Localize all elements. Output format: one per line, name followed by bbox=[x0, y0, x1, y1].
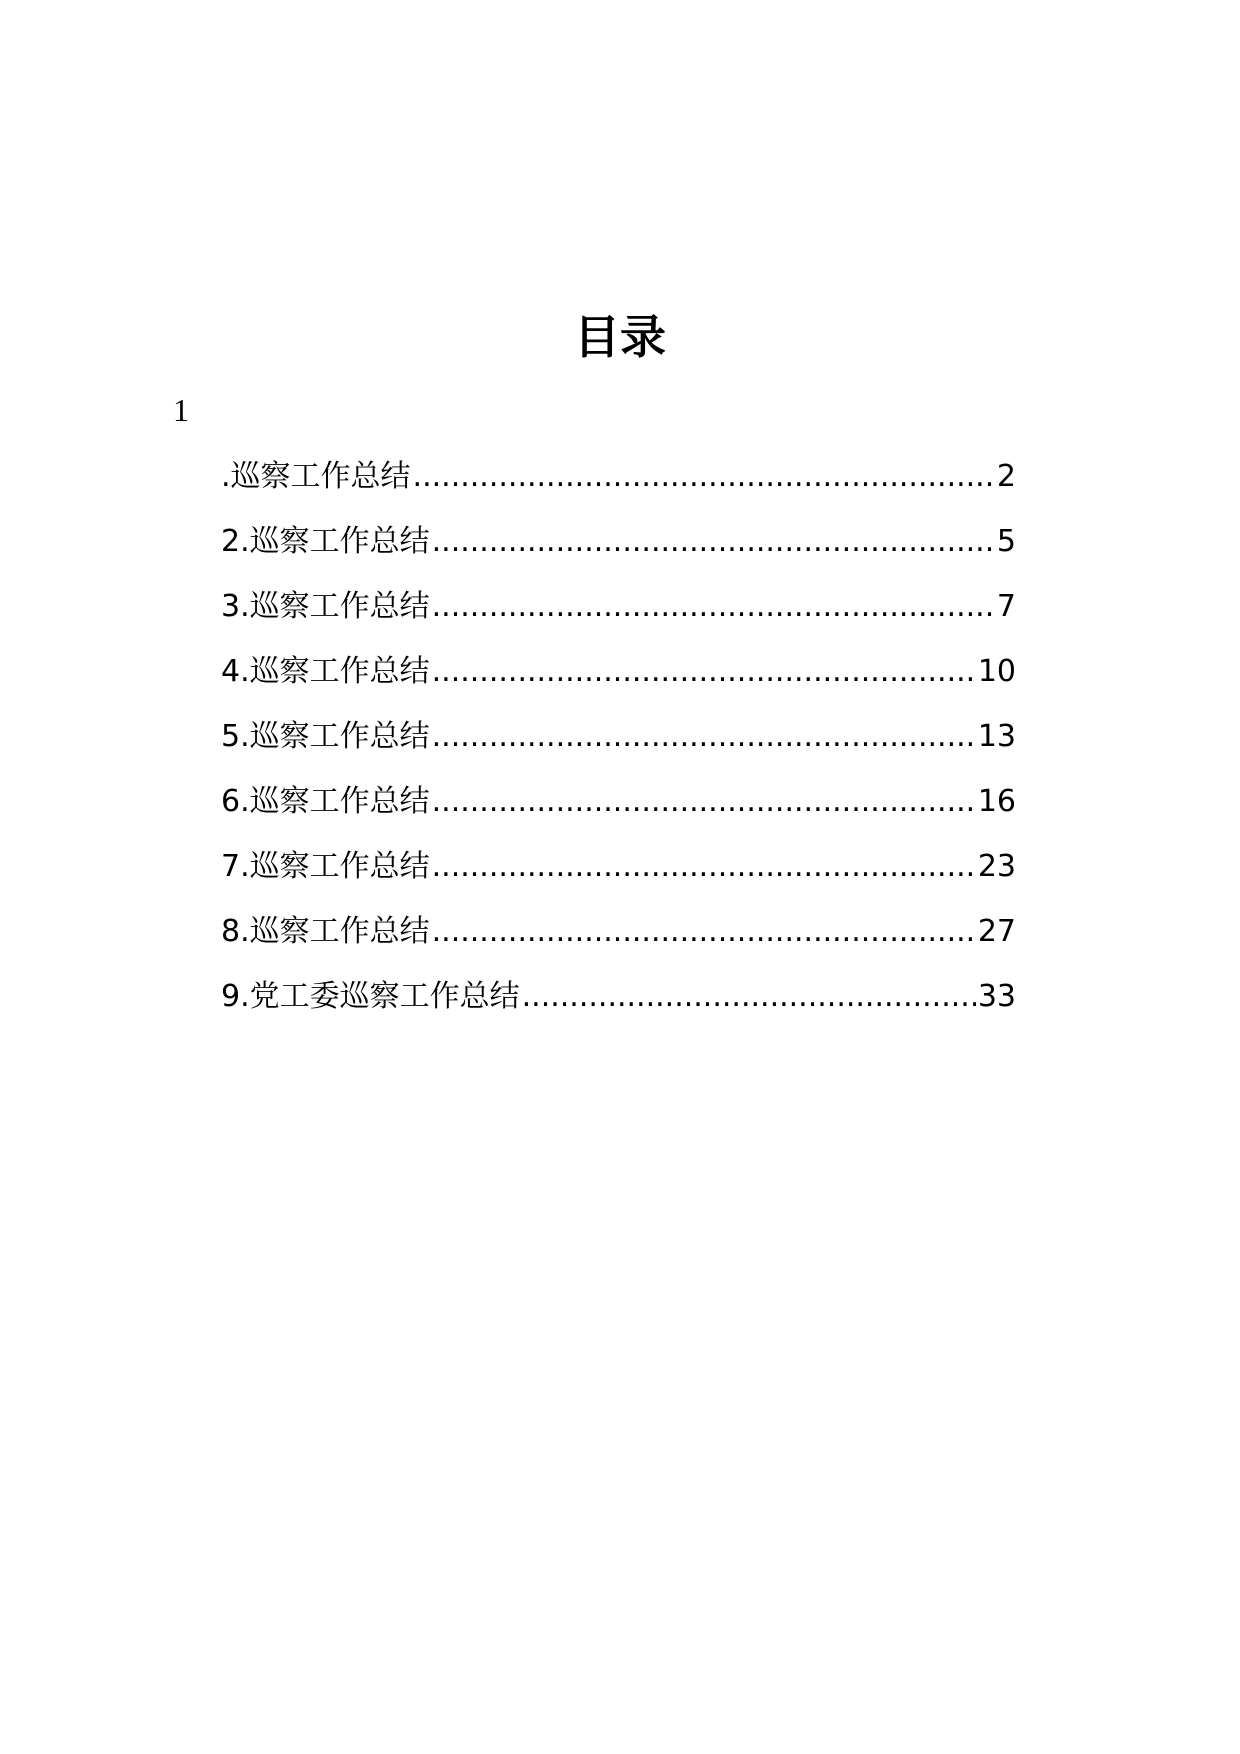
toc-entry-title: .巡察工作总结 bbox=[221, 459, 411, 494]
toc-dot-leader bbox=[432, 574, 995, 639]
toc-entry-page-number: 23 bbox=[977, 849, 1016, 884]
toc-dot-leader bbox=[432, 704, 976, 769]
toc-dot-leader bbox=[432, 834, 976, 899]
toc-entry-title: 7.巡察工作总结 bbox=[221, 849, 430, 884]
toc-entry-page-number: 27 bbox=[977, 914, 1016, 949]
toc-entry-title: 4.巡察工作总结 bbox=[221, 654, 430, 689]
toc-entry[interactable] bbox=[221, 899, 1016, 964]
toc-dot-leader bbox=[413, 444, 995, 509]
toc-entry-title: 6.巡察工作总结 bbox=[221, 784, 430, 819]
toc-entry-page-number: 16 bbox=[977, 784, 1016, 819]
toc-dot-leader bbox=[432, 509, 995, 574]
toc-entry[interactable] bbox=[221, 704, 1016, 769]
toc-entry[interactable] bbox=[221, 834, 1016, 899]
toc-list bbox=[221, 444, 1016, 1029]
toc-entry-title: 8.巡察工作总结 bbox=[221, 914, 430, 949]
toc-entry[interactable] bbox=[221, 574, 1016, 639]
toc-entry[interactable] bbox=[221, 509, 1016, 574]
toc-entry-page-number: 13 bbox=[977, 719, 1016, 754]
toc-entry-page-number: 7 bbox=[996, 589, 1016, 624]
toc-dot-leader bbox=[522, 964, 976, 1029]
toc-dot-leader bbox=[432, 899, 976, 964]
toc-title: 目录 bbox=[574, 310, 666, 364]
toc-entry-page-number: 5 bbox=[996, 524, 1016, 559]
toc-entry-title: 5.巡察工作总结 bbox=[221, 719, 430, 754]
toc-entry-title: 2.巡察工作总结 bbox=[221, 524, 430, 559]
toc-entry[interactable] bbox=[221, 444, 1016, 509]
stray-number: 1 bbox=[173, 392, 189, 428]
toc-dot-leader bbox=[432, 639, 976, 704]
toc-entry-title: 9.党工委巡察工作总结 bbox=[221, 979, 520, 1014]
toc-entry-page-number: 33 bbox=[977, 979, 1016, 1014]
toc-dot-leader bbox=[432, 769, 976, 834]
toc-entry[interactable] bbox=[221, 769, 1016, 834]
toc-entry[interactable] bbox=[221, 639, 1016, 704]
toc-entry-page-number: 2 bbox=[996, 459, 1016, 494]
toc-entry[interactable] bbox=[221, 964, 1016, 1029]
toc-entry-title: 3.巡察工作总结 bbox=[221, 589, 430, 624]
toc-entry-page-number: 10 bbox=[977, 654, 1016, 689]
